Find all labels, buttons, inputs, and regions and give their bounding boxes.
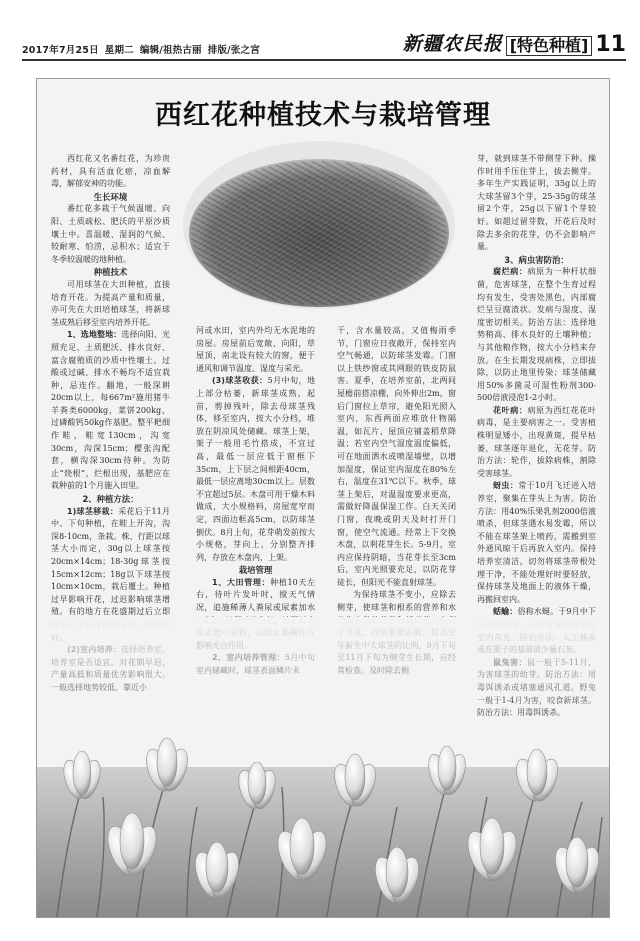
editor-credit: 编辑/祖热古丽 [139,45,202,56]
text-column-1 [51,153,170,695]
issue-date: 2017年7月25日 [22,45,99,56]
aphid-subheading: 蚜虫： [493,481,519,491]
crocus-flowers-illustration [37,617,609,917]
page-number: 11 [595,32,626,57]
rot-subheading: 腐烂病： [493,267,528,277]
article-frame [36,78,610,918]
masthead [403,29,626,56]
paper-name: 新疆农民报 [402,33,503,55]
gall-subheading: 花叶病： [493,405,528,415]
header-meta [22,42,266,56]
technique-paragraph: 可用球茎在大田种植，直接培育开花。为提高产量和质量，亦可先在大田培植球茎，将新球茎成熟后移至室内培养开花。 [51,279,170,327]
indoor-continued: 河或水田，室内外均无水泥地的房屋。房屋前后宽敞、向阳，草屋顶，南北设有较大的窗，便于通风和调节温度、湿度与采光。 [196,326,315,373]
page-header [22,26,626,61]
field-paragraph: 1、大田管理：种植10天左右，待叶片发叶时，搅天气情况，追施稀薄人粪尿或尿素加水 [196,577,315,613]
site-paragraph: 1、选地整地：选择向阳、光照充足、土质肥沃、排水良好、富含腐殖质的沙质中性壤土。过酸或过碱、排水不畅均不适宜栽种，忌连作。翻地，一般深耕20cm以上，每667m²施用猪牛羊粪类6000kg，菜饼200kg，过磷酸钙50kg作基肥。整平耙细作畦，畦宽130cm，沟宽30cm，沟深15cm；樱张沟配套，横沟深30cm待种。为防止“烧根”，烂根出现，基肥应在栽种前的1个月施入田里。 [51,330,170,491]
bud-continued: 芽，就到球茎不带侧芽下种。操作时用手压住芽上，拔去侧芽。多年生产实践证明，35g以上的大球茎留3个芽，25-35g的球茎留2个芽，25g以下留1个芽较好。如超过留芽数，开花后及时除去多余的花芽，仍不会影响产量。 [477,154,596,252]
section-name: [特色种植] [506,36,593,56]
site-subheading: 1、选地整地： [67,330,122,340]
gall-paragraph: 花叶病：病原为西红花花叶病毒，是主要病害之一。受害植株明显矮小，出现黄斑，提早枯萎，球茎逐年退化，无花芽。防治方法：轮作，拔除病株，割除受害球茎。 [477,405,597,478]
field-subheading: 1、大田管理： [212,577,271,587]
slug-subheading: 蛞蝓： [493,607,518,617]
harvest-subheading: (3)球茎收获： [212,376,268,386]
aphid-paragraph: 蚜虫：常于10月飞迁进入培养室，聚集在芽头上为害。防治方法：用40%乐果乳剂2000倍液喷杀，但球茎遇水易发霉，所以不能在球茎架上喷药，需搬到室外通风晾干后再放入室内。保持培养室清洁，切勿将球茎带根处理干净，不能处理好时要轻放，保持球茎及地面上的液体干燥，再搬回室内。 [477,481,596,604]
heading-pests: 3、病虫害防治： [504,254,569,265]
intro-paragraph: 西红花又名番红花，为珍贵药材，具有活血化瘀，凉血解毒，解郁安神的功能。 [51,154,170,189]
bud-paragraph: 为保持球茎不变小，应除去侧芽，使球茎和根系的营养和水 [337,590,456,613]
heading-planting: 2、种植方法： [82,494,139,505]
corm-paragraph: 1)球茎移栽：采花后于11月中、下旬种植，在畦上开沟，沟深8-10cm，条栽。株、行距以球茎大小而定，30g以上球茎按20cm×14cm；18-30g球茎按15cm×12cm；18g以下球茎按10cm×10cm，栽后覆土。种植过早影响开花，过迟影响球茎增殖。有的地方在花盛期过后立即 [51,506,170,617]
heading-environment: 生长环境 [93,191,128,202]
environment-paragraph: 番红花多栽于气候温暖、向阳、土质疏松、肥沃的平原沙质壤土中。喜温暖、湿润的气候、较耐寒、怕涝，忌积水；适宜于冬季较温暖的地种植。 [51,204,170,264]
issue-weekday: 星期二 [104,45,134,56]
heading-cultivation: 栽培管理 [238,565,273,576]
article-title: 西红花种植技术与栽培管理 [155,100,491,131]
room-continued: 干，含水量较高，又值梅雨季节，门窗应日夜敞开，保持室内空气畅通，以防球茎发霉。门窗以上铁纱窗或其网眼的铁皮防鼠害。夏季，在培养室前，北两间屋檐前搭凉棚，向外伸出2m，窗后门窗拉上草帘，避免阳光照入室内，东西两面应堆放什物隔温，如瓦片、屋顶应铺盖稻草降温；若室内空气湿度温度偏低，可在地面洒水或喷湿墙壁，以增加湿度，保证室内湿度在80%左右，温度在31℃以下。秋季，球茎上架后，对温湿度要求更高，需做好降温保湿工作。白天关闭门窗，夜晚或阴天及时打开门窗，使空气流通。经常上下交换木盘，以利花芽生长。5-9月，室内应保持阴暗，当花芽长至3cm后，室内光照要充足，以防花芽徒长，但阳光不能直射球茎。 [337,326,456,587]
corm-subheading: 1)球茎移栽： [67,506,119,516]
layout-credit: 排版/张之宫 [207,45,260,56]
harvest-paragraph: (3)球茎收获：5月中旬，地上部分枯萎，新球茎成熟，起苗，剪掉残叶，除去母球茎残体，移至室内，按大小分档，堆放在阴凉风处储藏。球茎上架，架子一般用毛竹搭成，不宜过高，最低一层应低于窗框下35cm，上下层之间相距40cm，最低一层应离地30cm以上。层数不宜超过5层。木盘可用干燥木料做成，大小规格料，房屋宽窄而定，四面边框高5cm，以防球茎倒伏。8月上旬，花芽萌发前按大小规格，芽向上，分别整齐排列，存放在木盘内，上架。 [196,376,315,562]
saffron-photo [183,141,455,309]
slug-paragraph: 蛞蝓：俗称水蜒。于9月中下 [493,607,597,617]
rot-paragraph: 腐烂病：病原为一种杆状细菌，危害球茎，在整个生育过程均有发生，受害处黑色，内部腐烂呈豆腐渣状。发病与湿度、湿度密切相关。防治方法：选择地势稍高、排水良好的土壤种植；与其他粮作物，按大小分档来存放。在生长期发现病株，立即拔除，以防止地里传染；球茎储藏用50%多菌灵可湿性粉剂300-500倍液浸泡1-2小时。 [477,267,597,403]
heading-technique: 种植技术 [93,267,128,278]
